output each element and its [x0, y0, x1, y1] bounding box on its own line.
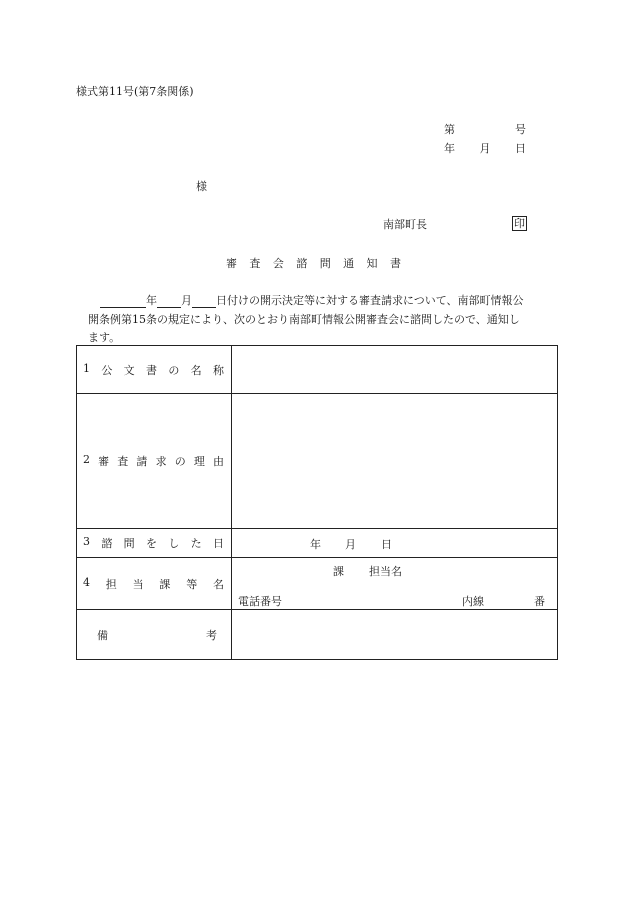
row-document-name-value[interactable]: [232, 346, 558, 394]
row-label-char: 等: [186, 577, 198, 591]
row-label-char: 名: [190, 363, 202, 377]
title-char: 通: [343, 257, 355, 270]
row-label-char: 査: [117, 455, 129, 468]
document-number-suffix: 号: [515, 123, 526, 136]
row-label-char: を: [145, 537, 157, 550]
row-label-char: 課: [159, 577, 171, 591]
body-year-label: 年: [146, 294, 157, 307]
row-label-char: の: [174, 455, 186, 468]
row-label-char: 理: [193, 455, 205, 468]
row-label-char: 3: [83, 535, 90, 548]
date-day: 日: [515, 142, 526, 155]
document-number-prefix: 第: [444, 123, 455, 136]
body-line-3: ます。: [88, 331, 121, 344]
row-label-char: 2: [83, 453, 90, 466]
extension-suffix: 番: [534, 595, 545, 608]
row-label-char: 由: [212, 455, 224, 468]
row-label-char: 1: [83, 361, 90, 375]
row-department-value[interactable]: [232, 558, 558, 610]
row-label-char: 諮: [101, 537, 113, 550]
row-label-char: 名: [212, 577, 224, 591]
section-label: 課: [333, 565, 344, 578]
form-id: 様式第11号(第7条関係): [76, 85, 194, 98]
row-label-char: 請: [136, 455, 148, 468]
title-char: 審: [226, 257, 237, 270]
row-remarks-label: [77, 610, 232, 660]
row-label-char: 考: [206, 628, 217, 642]
blank-month[interactable]: [157, 295, 181, 308]
body-month-label: 月: [181, 294, 192, 307]
row-label-char: し: [168, 537, 180, 550]
document-number-line: [444, 121, 526, 137]
row-label-char: た: [190, 537, 202, 550]
row-label-char: 文: [123, 363, 135, 377]
title-char: 査: [249, 257, 261, 270]
date-year: 年: [444, 142, 455, 155]
row-inquiry-date-value[interactable]: [232, 529, 558, 558]
row-department-label: [77, 558, 232, 610]
row-label-char: 備: [97, 628, 108, 642]
row-label-char: 求: [155, 455, 167, 468]
body-line-2: 開条例第15条の規定により、次のとおり南部町情報公開審査会に諮問したので、通知し: [88, 313, 520, 326]
extension-label: 内線: [462, 595, 484, 608]
title-char: 問: [319, 257, 331, 270]
seal-mark: 印: [514, 217, 525, 230]
row-label-char: 日: [212, 537, 224, 550]
inquiry-date-year: 年: [310, 538, 321, 551]
row-label-char: 審: [98, 455, 110, 468]
addressee-suffix: 様: [196, 180, 207, 193]
title-char: 知: [366, 257, 378, 270]
inquiry-date-month: 月: [345, 538, 356, 551]
row-label-char: 当: [132, 577, 144, 591]
person-in-charge-label: 担当名: [369, 565, 402, 578]
row-label-char: 担: [105, 577, 117, 591]
row-inquiry-date-label: [77, 529, 232, 558]
sender-name: 南部町長: [383, 218, 427, 231]
row-document-name-label: [77, 346, 232, 394]
title-char: 会: [272, 257, 284, 270]
row-reason-label: [77, 394, 232, 529]
row-label-char: 書: [145, 363, 157, 377]
blank-year[interactable]: [100, 295, 146, 308]
row-label-char: 称: [212, 363, 224, 377]
row-remarks-value[interactable]: [232, 610, 558, 660]
document-title: [226, 255, 401, 271]
inquiry-table: [76, 345, 558, 660]
body-line-1-text: 日付けの開示決定等に対する審査請求について、南部町情報公: [216, 294, 524, 307]
body-line-1: [100, 292, 524, 308]
date-month: 月: [479, 142, 491, 155]
row-reason-value[interactable]: [232, 394, 558, 529]
phone-number-label: 電話番号: [238, 595, 282, 608]
title-char: 諮: [296, 257, 308, 270]
inquiry-date-day: 日: [381, 538, 392, 551]
row-label-char: の: [168, 363, 180, 377]
row-label-char: 4: [83, 575, 90, 589]
row-label-char: 問: [123, 537, 135, 550]
title-char: 書: [389, 257, 401, 270]
blank-day[interactable]: [192, 295, 216, 308]
date-line: [444, 140, 526, 156]
row-label-char: 公: [101, 363, 113, 377]
